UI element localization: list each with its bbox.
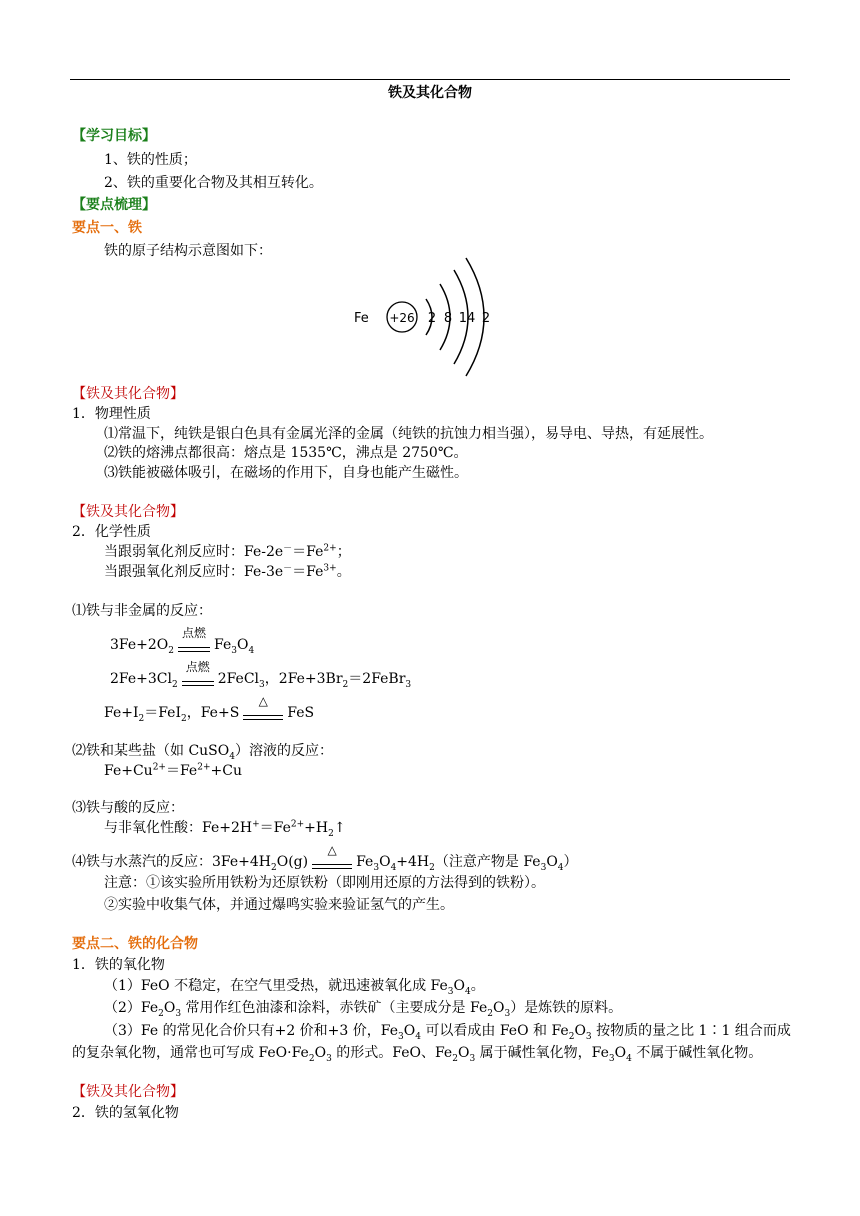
chemical-heading: 2．化学性质	[72, 524, 151, 540]
ignite-condition: 点燃	[180, 670, 216, 688]
eq-fe-cu: $Fe+Cu^{2+}=Fe^{2+}+Cu$	[104, 762, 242, 779]
heat-condition: △	[310, 853, 354, 871]
strong-oxidizer-line: 当跟强氧化剂反应时：$Fe-3e^-=Fe^{3+}$。	[104, 563, 351, 580]
header-rule	[70, 79, 790, 80]
oxide-line-3: （3）Fe 的常见化合价只有+2 价和+3 价，$Fe_3O_4$ 可以看成由 FeO 和 $Fe_2O_3$ 按物质的量之比 1∶1 组合而成	[104, 1023, 791, 1042]
shell-electrons-2: 8	[443, 311, 453, 326]
nonmetal-heading: ⑴铁与非金属的反应：	[72, 603, 212, 619]
hydroxide-heading: 2．铁的氢氧化物	[72, 1105, 179, 1121]
physical-item-3: ⑶铁能被磁体吸引，在磁场的作用下，自身也能产生磁性。	[104, 465, 468, 481]
section-tag-3: 【铁及其化合物】	[72, 1084, 184, 1100]
shell-electrons-1: 2	[427, 311, 437, 326]
section-tag-2: 【铁及其化合物】	[72, 504, 184, 520]
acid-heading: ⑶铁与酸的反应：	[72, 800, 184, 816]
shell-electrons-4: 2	[481, 311, 491, 326]
point1-title: 要点一、铁	[72, 220, 142, 236]
heat-condition: △	[241, 704, 285, 722]
section-tag-1: 【铁及其化合物】	[72, 386, 184, 402]
iron-atom-structure-diagram	[340, 250, 500, 380]
goal-item-2: 2、铁的重要化合物及其相互转化。	[104, 175, 323, 191]
atom-intro: 铁的原子结构示意图如下：	[104, 243, 272, 259]
nucleus-charge: +26	[389, 311, 415, 325]
oxide-line-1: （1）FeO 不稳定，在空气里受热，就迅速被氧化成 $Fe_3O_4$。	[104, 978, 485, 997]
oxide-line-2: $(2)Fe_2O_3$ 常用作红色油漆和涂料，赤铁矿（主要成分是 $Fe_2O_3$）是炼铁的原料。	[104, 1000, 623, 1019]
shell-electrons-3: 14	[458, 311, 476, 326]
page-title: 铁及其化合物	[388, 85, 472, 101]
physical-item-1: ⑴常温下，纯铁是银白色具有金属光泽的金属（纯铁的抗蚀力相当强），易导电、导热，有延展性。	[104, 426, 713, 442]
eq-fe-steam: ⑷铁与水蒸汽的反应：$3Fe+4H_2O(g)$ △ $Fe_3O_4+4H_2$（注意产物是 $Fe_3O_4$）	[72, 843, 578, 873]
oxides-heading: 1．铁的氧化物	[72, 957, 165, 973]
eq-fe-o2: $3Fe+2O_2$ 点燃 $Fe_3O_4$	[110, 626, 255, 656]
key-points-header: 【要点梳理】	[72, 197, 156, 213]
eq-fe-acid: 与非氧化性酸：$Fe+2H^+=Fe^{2+}+H_2↑$	[104, 819, 346, 839]
note-1: 注意：①该实验所用铁粉为还原铁粉（即刚用还原的方法得到的铁粉）。	[104, 875, 545, 891]
point2-title: 要点二、铁的化合物	[72, 936, 198, 952]
study-goals-header: 【学习目标】	[72, 128, 156, 144]
eq-fe-cl2-br2: $2Fe+3Cl_2$ 点燃 2FeCl$_3$，$2Fe+3Br_2=2FeBr_3$	[110, 660, 412, 690]
eq-fe-i2-s: $Fe+I_2=FeI_2$，Fe+S △ FeS	[104, 694, 315, 724]
oxide-line-4: 的复杂氧化物，通常也可写成 $FeO\cdot Fe_2O_3$ 的形式。FeO、$Fe_2O_3$ 属于碱性氧化物，$Fe_3O_4$ 不属于碱性氧化物。	[72, 1045, 763, 1064]
atom-symbol: Fe	[354, 311, 369, 326]
physical-heading: 1．物理性质	[72, 406, 151, 422]
weak-oxidizer-line: 当跟弱氧化剂反应时：$Fe-2e^-=Fe^{2+}$；	[104, 543, 351, 560]
note-2: ②实验中收集气体，并通过爆鸣实验来验证氢气的产生。	[104, 897, 454, 913]
salt-heading: ⑵铁和某些盐（如 CuSO$_4$）溶液的反应：	[72, 743, 333, 762]
ignite-condition: 点燃	[176, 636, 212, 654]
physical-item-2: ⑵铁的熔沸点都很高：熔点是 1535℃，沸点是 2750℃。	[104, 445, 468, 461]
goal-item-1: 1、铁的性质；	[104, 152, 197, 168]
